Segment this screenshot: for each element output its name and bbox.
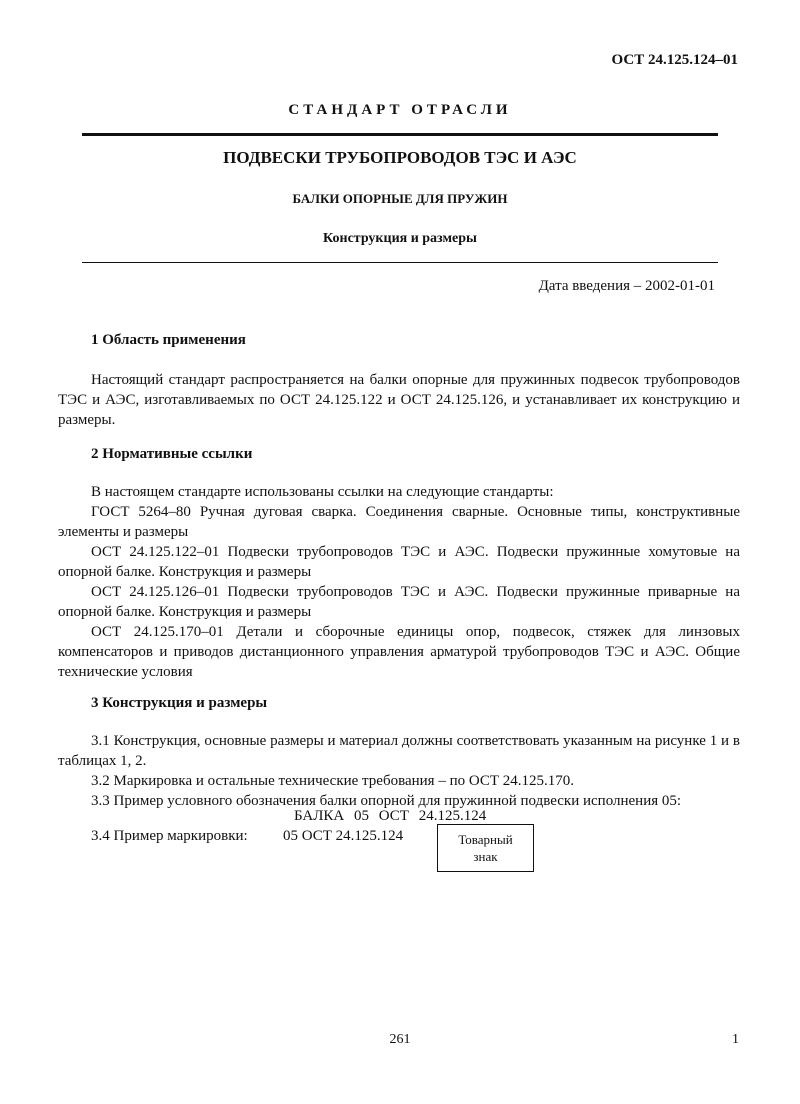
standard-title: СТАНДАРТ ОТРАСЛИ — [288, 102, 512, 118]
section-2-intro: В настоящем стандарте использованы ссылки на следующие стандарты: — [91, 484, 554, 500]
clause-3-4-label: 3.4 Пример маркировки: — [91, 828, 248, 844]
thick-divider — [82, 133, 718, 136]
clause-3-1: 3.1 Конструкция, основные размеры и материал должны соответствовать указанным на рисунке 1 и в таблицах 1, 2. — [58, 733, 740, 769]
main-title: ПОДВЕСКИ ТРУБОПРОВОДОВ ТЭС И АЭС — [223, 148, 577, 167]
sub-title: БАЛКИ ОПОРНЫЕ ДЛЯ ПРУЖИН — [292, 191, 508, 206]
designation-example: БАЛКА 05 ОСТ 24.125.124 — [294, 808, 487, 824]
page-number: 261 — [389, 1032, 411, 1047]
section-1-heading: 1 Область применения — [91, 332, 246, 348]
trademark-line-1: Товарный — [458, 832, 513, 847]
section-2-body — [58, 482, 740, 682]
reference-item: ОСТ 24.125.126–01 Подвески трубопроводов ТЭС и АЭС. Подвески пружинные приварные на опорной балке. Конструкция и размеры — [58, 584, 740, 620]
reference-item: ГОСТ 5264–80 Ручная дуговая сварка. Соединения сварные. Основные типы, конструктивные элементы и размеры — [58, 504, 740, 540]
page-mark: 1 — [732, 1032, 739, 1047]
section-1-paragraph: Настоящий стандарт распространяется на балки опорные для пружинных подвесок трубопроводов ТЭС и АЭС, изготавливаемых по ОСТ 24.125.122 и ОСТ 24.125.126, и устанавливает их конструкцию и размеры. — [58, 372, 740, 428]
section-1-body — [58, 370, 740, 430]
clause-3-2: 3.2 Маркировка и остальные технические требования – по ОСТ 24.125.170. — [91, 773, 575, 789]
reference-item: ОСТ 24.125.122–01 Подвески трубопроводов ТЭС и АЭС. Подвески пружинные хомутовые на опорной балке. Конструкция и размеры — [58, 544, 740, 580]
sub-sub-title: Конструкция и размеры — [323, 231, 477, 246]
document-code: ОСТ 24.125.124–01 — [611, 52, 738, 68]
clause-3-3: 3.3 Пример условного обозначения балки опорной для пружинной подвески исполнения 05: — [91, 793, 682, 809]
introduction-date: Дата введения – 2002-01-01 — [538, 278, 715, 294]
section-2-heading: 2 Нормативные ссылки — [91, 446, 253, 462]
marking-example: 05 ОСТ 24.125.124 — [283, 828, 404, 844]
trademark-line-2: знак — [473, 849, 498, 864]
thin-divider — [82, 262, 718, 263]
section-3-body — [58, 731, 740, 811]
section-3-heading: 3 Конструкция и размеры — [91, 695, 268, 711]
reference-item: ОСТ 24.125.170–01 Детали и сборочные единицы опор, подвесок, стяжек для линзовых компенсаторов и приводов дистанционного управления арматурой трубопроводов ТЭС и АЭС. Общие технические условия — [58, 624, 740, 680]
trademark-box — [437, 824, 534, 872]
